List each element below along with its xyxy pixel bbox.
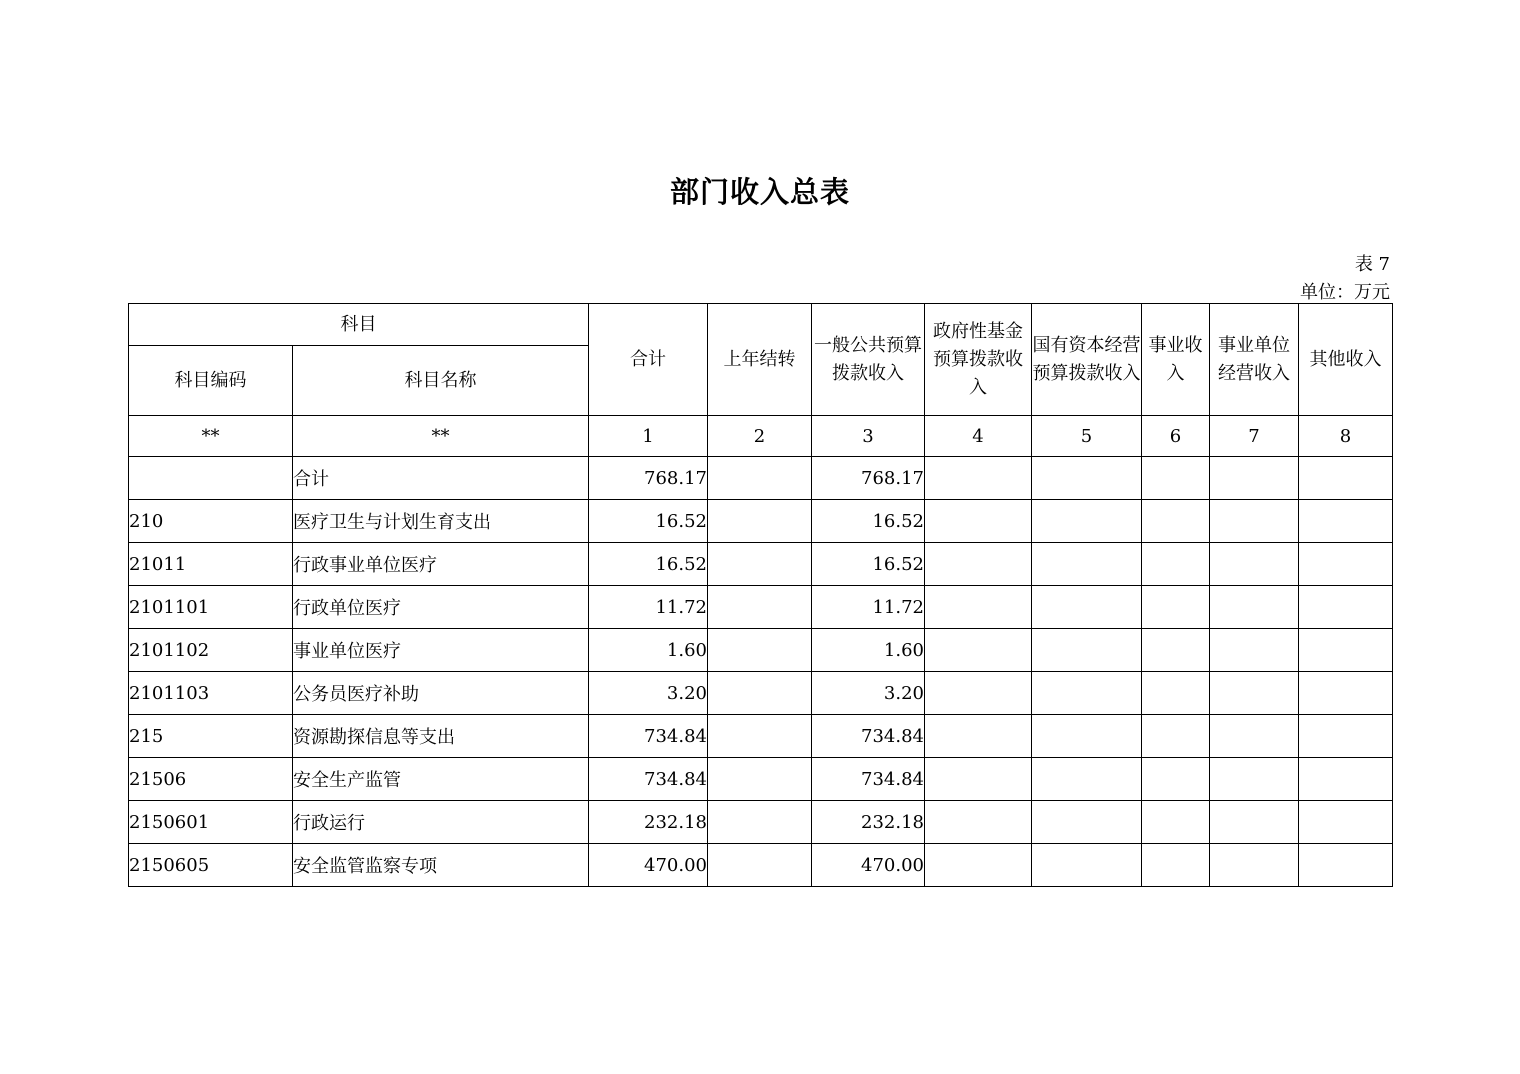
other-income-value (1299, 500, 1393, 543)
subject-name: 公务员医疗补助 (293, 672, 589, 715)
other-income-value (1299, 543, 1393, 586)
general-budget-value: 3.20 (812, 672, 925, 715)
general-budget-value: 16.52 (812, 500, 925, 543)
total-value: 16.52 (589, 543, 708, 586)
column-index: 7 (1210, 416, 1299, 457)
operating-income-value (1210, 715, 1299, 758)
business-income-value (1142, 758, 1210, 801)
carryover-value (708, 629, 812, 672)
column-index: 1 (589, 416, 708, 457)
column-index: ** (129, 416, 293, 457)
carryover-value (708, 715, 812, 758)
gov-fund-value (925, 672, 1032, 715)
gov-fund-value (925, 715, 1032, 758)
subject-name: 医疗卫生与计划生育支出 (293, 500, 589, 543)
operating-income-value (1210, 629, 1299, 672)
header-carryover: 上年结转 (708, 304, 812, 416)
subject-code: 2150605 (129, 844, 293, 887)
subject-code: 2101103 (129, 672, 293, 715)
other-income-value (1299, 672, 1393, 715)
subject-name: 行政事业单位医疗 (293, 543, 589, 586)
table-row (129, 801, 1393, 844)
table-row (129, 758, 1393, 801)
subject-name: 行政运行 (293, 801, 589, 844)
subject-name: 合计 (293, 457, 589, 500)
table-row (129, 715, 1393, 758)
state-capital-value (1032, 801, 1142, 844)
state-capital-value (1032, 457, 1142, 500)
carryover-value (708, 801, 812, 844)
business-income-value (1142, 672, 1210, 715)
state-capital-value (1032, 715, 1142, 758)
operating-income-value (1210, 801, 1299, 844)
page-title: 部门收入总表 (669, 175, 850, 209)
subject-code: 2150601 (129, 801, 293, 844)
other-income-value (1299, 715, 1393, 758)
general-budget-value: 470.00 (812, 844, 925, 887)
header-operating-income: 事业单位经营收入 (1210, 304, 1299, 416)
table-row (129, 629, 1393, 672)
carryover-value (708, 672, 812, 715)
general-budget-value: 768.17 (812, 457, 925, 500)
column-index: 3 (812, 416, 925, 457)
general-budget-value: 16.52 (812, 543, 925, 586)
subject-name: 安全生产监管 (293, 758, 589, 801)
header-subject-code: 科目编码 (129, 346, 293, 416)
carryover-value (708, 844, 812, 887)
subject-code: 21506 (129, 758, 293, 801)
state-capital-value (1032, 629, 1142, 672)
business-income-value (1142, 500, 1210, 543)
gov-fund-value (925, 758, 1032, 801)
table-row (129, 457, 1393, 500)
operating-income-value (1210, 672, 1299, 715)
total-value: 734.84 (589, 758, 708, 801)
header-gov-fund: 政府性基金预算拨款收入 (925, 304, 1032, 416)
general-budget-value: 232.18 (812, 801, 925, 844)
other-income-value (1299, 457, 1393, 500)
subject-name: 安全监管监察专项 (293, 844, 589, 887)
column-index: 2 (708, 416, 812, 457)
operating-income-value (1210, 457, 1299, 500)
operating-income-value (1210, 844, 1299, 887)
table-row (129, 500, 1393, 543)
subject-name: 事业单位医疗 (293, 629, 589, 672)
subject-code (129, 457, 293, 500)
business-income-value (1142, 629, 1210, 672)
other-income-value (1299, 758, 1393, 801)
subject-name: 资源勘探信息等支出 (293, 715, 589, 758)
general-budget-value: 1.60 (812, 629, 925, 672)
gov-fund-value (925, 500, 1032, 543)
table-number: 表 7 (1354, 254, 1390, 275)
column-index: 5 (1032, 416, 1142, 457)
carryover-value (708, 543, 812, 586)
operating-income-value (1210, 543, 1299, 586)
header-subject-group: 科目 (129, 304, 589, 346)
business-income-value (1142, 457, 1210, 500)
other-income-value (1299, 801, 1393, 844)
total-value: 232.18 (589, 801, 708, 844)
operating-income-value (1210, 586, 1299, 629)
column-index: 8 (1299, 416, 1393, 457)
total-value: 1.60 (589, 629, 708, 672)
state-capital-value (1032, 543, 1142, 586)
column-index: ** (293, 416, 589, 457)
column-index-row (129, 416, 1393, 457)
business-income-value (1142, 586, 1210, 629)
gov-fund-value (925, 543, 1032, 586)
total-value: 16.52 (589, 500, 708, 543)
income-table (128, 303, 1393, 887)
subject-code: 215 (129, 715, 293, 758)
general-budget-value: 11.72 (812, 586, 925, 629)
gov-fund-value (925, 457, 1032, 500)
state-capital-value (1032, 844, 1142, 887)
table-row (129, 543, 1393, 586)
business-income-value (1142, 715, 1210, 758)
general-budget-value: 734.84 (812, 758, 925, 801)
total-value: 768.17 (589, 457, 708, 500)
header-state-capital: 国有资本经营预算拨款收入 (1032, 304, 1142, 416)
column-index: 6 (1142, 416, 1210, 457)
header-general-budget: 一般公共预算拨款收入 (812, 304, 925, 416)
header-business-income: 事业收入 (1142, 304, 1210, 416)
subject-code: 210 (129, 500, 293, 543)
gov-fund-value (925, 629, 1032, 672)
total-value: 470.00 (589, 844, 708, 887)
general-budget-value: 734.84 (812, 715, 925, 758)
unit-label: 单位：万元 (1300, 282, 1390, 303)
gov-fund-value (925, 586, 1032, 629)
subject-code: 21011 (129, 543, 293, 586)
total-value: 3.20 (589, 672, 708, 715)
carryover-value (708, 500, 812, 543)
other-income-value (1299, 844, 1393, 887)
state-capital-value (1032, 672, 1142, 715)
header-subject-name: 科目名称 (293, 346, 589, 416)
carryover-value (708, 586, 812, 629)
table-row (129, 672, 1393, 715)
operating-income-value (1210, 758, 1299, 801)
header-other-income: 其他收入 (1299, 304, 1393, 416)
gov-fund-value (925, 844, 1032, 887)
gov-fund-value (925, 801, 1032, 844)
table-row (129, 586, 1393, 629)
state-capital-value (1032, 758, 1142, 801)
subject-code: 2101101 (129, 586, 293, 629)
total-value: 734.84 (589, 715, 708, 758)
business-income-value (1142, 543, 1210, 586)
business-income-value (1142, 801, 1210, 844)
carryover-value (708, 758, 812, 801)
column-index: 4 (925, 416, 1032, 457)
other-income-value (1299, 586, 1393, 629)
operating-income-value (1210, 500, 1299, 543)
table-row (129, 844, 1393, 887)
header-total: 合计 (589, 304, 708, 416)
subject-code: 2101102 (129, 629, 293, 672)
state-capital-value (1032, 586, 1142, 629)
subject-name: 行政单位医疗 (293, 586, 589, 629)
total-value: 11.72 (589, 586, 708, 629)
other-income-value (1299, 629, 1393, 672)
carryover-value (708, 457, 812, 500)
business-income-value (1142, 844, 1210, 887)
state-capital-value (1032, 500, 1142, 543)
